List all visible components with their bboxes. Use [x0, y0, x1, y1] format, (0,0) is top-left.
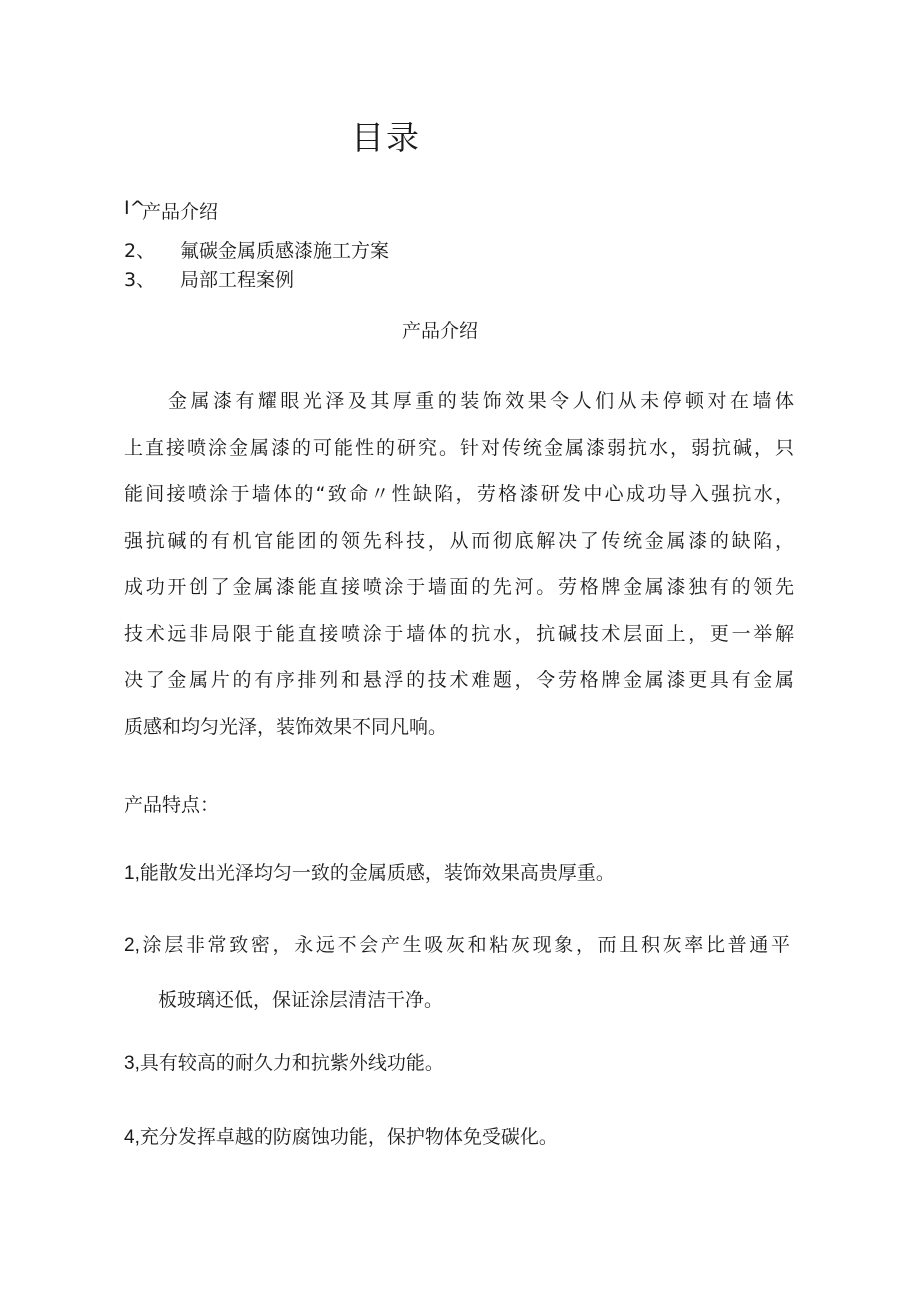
feature-item-3 — [124, 1048, 444, 1075]
feature-number: 3, — [124, 1053, 140, 1074]
paragraph-line: 上直接喷涂金属漆的可能性的研究。针对传统金属漆弱抗水，弱抗碱，只 — [124, 436, 794, 459]
feature-number: 1, — [124, 863, 140, 884]
paragraph-line: 决了金属片的有序排列和悬浮的技术难题，令劳格牌金属漆更具有金属 — [124, 669, 794, 691]
paragraph-line: 强抗碱的有机官能团的领先科技，从而彻底解决了传统金属漆的缺陷， — [124, 529, 794, 552]
feature-text: 能散发出光泽均匀一致的金属质感，装饰效果高贵厚重。 — [139, 862, 615, 884]
toc-item-1[interactable] — [124, 197, 524, 223]
feature-item-2 — [124, 930, 790, 1012]
feature-text: 充分发挥卓越的防腐蚀功能，保护物体免受碳化。 — [139, 1126, 558, 1148]
feature-item-4 — [124, 1122, 558, 1149]
paragraph-line: 成功开创了金属漆能直接喷涂于墙面的先河。劳格牌金属漆独有的领先 — [124, 576, 794, 598]
feature-text: 具有较高的耐久力和抗紫外线功能。 — [139, 1052, 444, 1074]
feature-item-1 — [124, 858, 615, 885]
toc-title: 目录 — [351, 118, 421, 157]
toc-item-number: 3、 — [124, 269, 156, 291]
toc-item-label: 氟碳金属质感漆施工方案 — [180, 240, 390, 262]
paragraph-line: 金属漆有耀眼光泽及其厚重的装饰效果令人们从未停顿对在墙体 — [168, 390, 794, 412]
feature-text: 涂层非常致密，永远不会产生吸灰和粘灰现象，而且积灰率比普通平 — [139, 934, 790, 956]
feature-number: 4, — [124, 1127, 140, 1148]
feature-number: 2, — [124, 935, 140, 956]
toc-item-number: I^ — [124, 197, 146, 219]
paragraph-line: 能间接喷涂于墙体的“致命〃性缺陷，劳格漆研发中心成功导入强抗水， — [124, 483, 794, 505]
toc-item-label: 产品介绍 — [142, 201, 219, 223]
intro-paragraph — [124, 378, 794, 750]
paragraph-line: 技术远非局限于能直接喷涂于墙体的抗水，抗碱技术层面上，更一举解 — [124, 622, 794, 645]
feature-text-continued: 板玻璃还低，保证涂层清洁干净。 — [158, 989, 444, 1011]
section-title: 产品介绍 — [401, 320, 478, 342]
features-heading: 产品特点： — [124, 794, 220, 816]
paragraph-line: 质感和均匀光泽，装饰效果不同凡响。 — [124, 715, 448, 738]
toc-item-number: 2、 — [124, 240, 156, 262]
toc-item-2[interactable] — [124, 236, 524, 262]
toc-item-3[interactable] — [124, 265, 524, 291]
toc-item-label: 局部工程案例 — [180, 269, 295, 291]
